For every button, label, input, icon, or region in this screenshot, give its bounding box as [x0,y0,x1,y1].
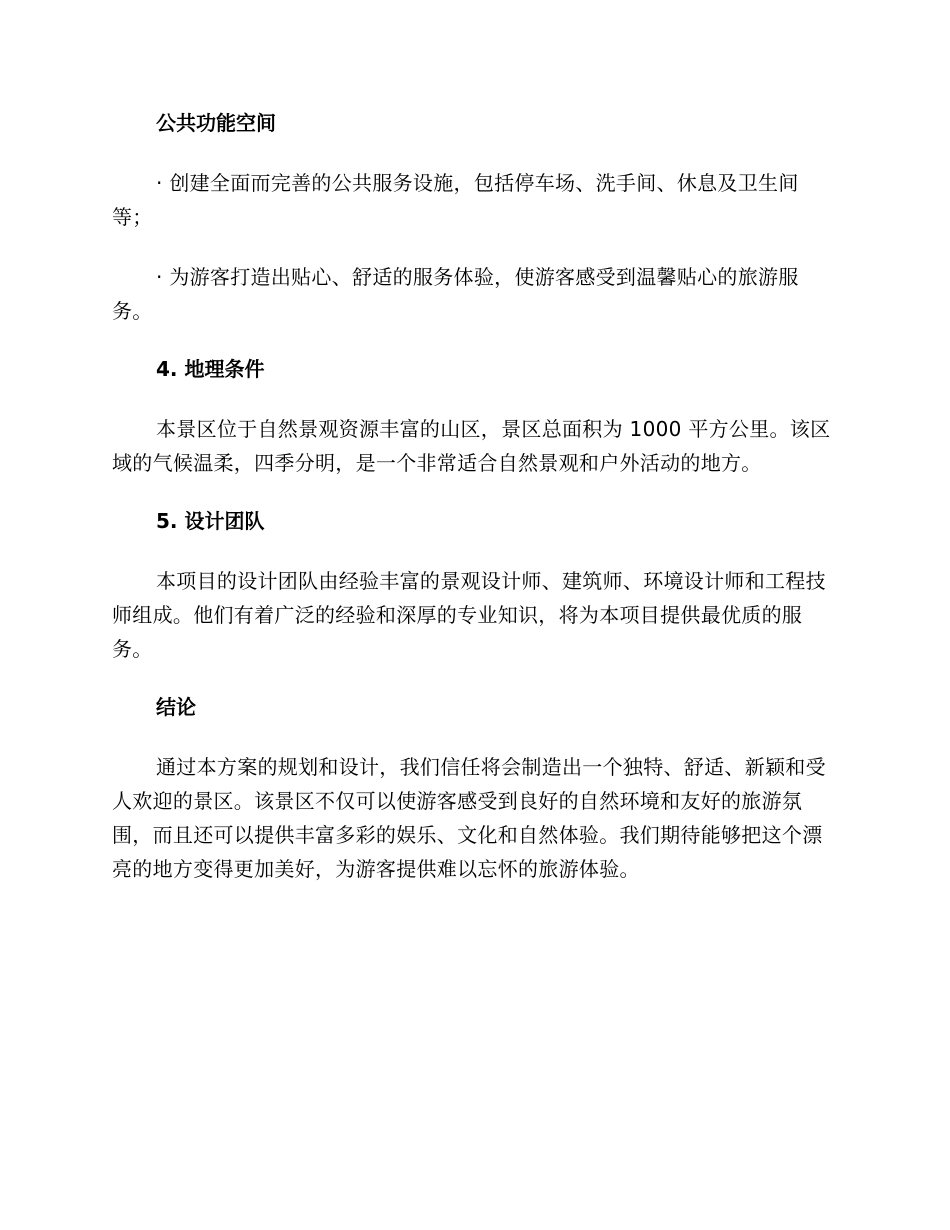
section-heading-public-space: 公共功能空间 [156,111,276,135]
bullet-item: · 为游客打造出贴心、舒适的服务体验，使游客感受到温馨贴心的旅游服务。 [112,265,799,323]
section-heading-conclusion: 结论 [156,695,196,719]
section-heading-geography: 4. 地理条件 [156,357,265,381]
paragraph-conclusion: 通过本方案的规划和设计，我们信任将会制造出一个独特、舒适、新颖和受人欢迎的景区。该景区不仅可以使游客感受到良好的自然环境和友好的旅游氛围，而且还可以提供丰富多彩的娱乐、文化和自然体验。我们期待能够把这个漂亮的地方变得更加美好，为游客提供难以忘怀的旅游体验。 [112,755,826,881]
paragraph-design-team: 本项目的设计团队由经验丰富的景观设计师、建筑师、环境设计师和工程技师组成。他们有着广泛的经验和深厚的专业知识，将为本项目提供最优质的服务。 [112,569,826,661]
document-page [112,108,832,912]
paragraph-geography: 本景区位于自然景观资源丰富的山区，景区总面积为 1000 平方公里。该区域的气候温柔，四季分明，是一个非常适合自然景观和户外活动的地方。 [112,417,831,475]
bullet-item: · 创建全面而完善的公共服务设施，包括停车场、洗手间、休息及卫生间等； [112,171,799,229]
section-heading-design-team: 5. 设计团队 [156,509,265,533]
